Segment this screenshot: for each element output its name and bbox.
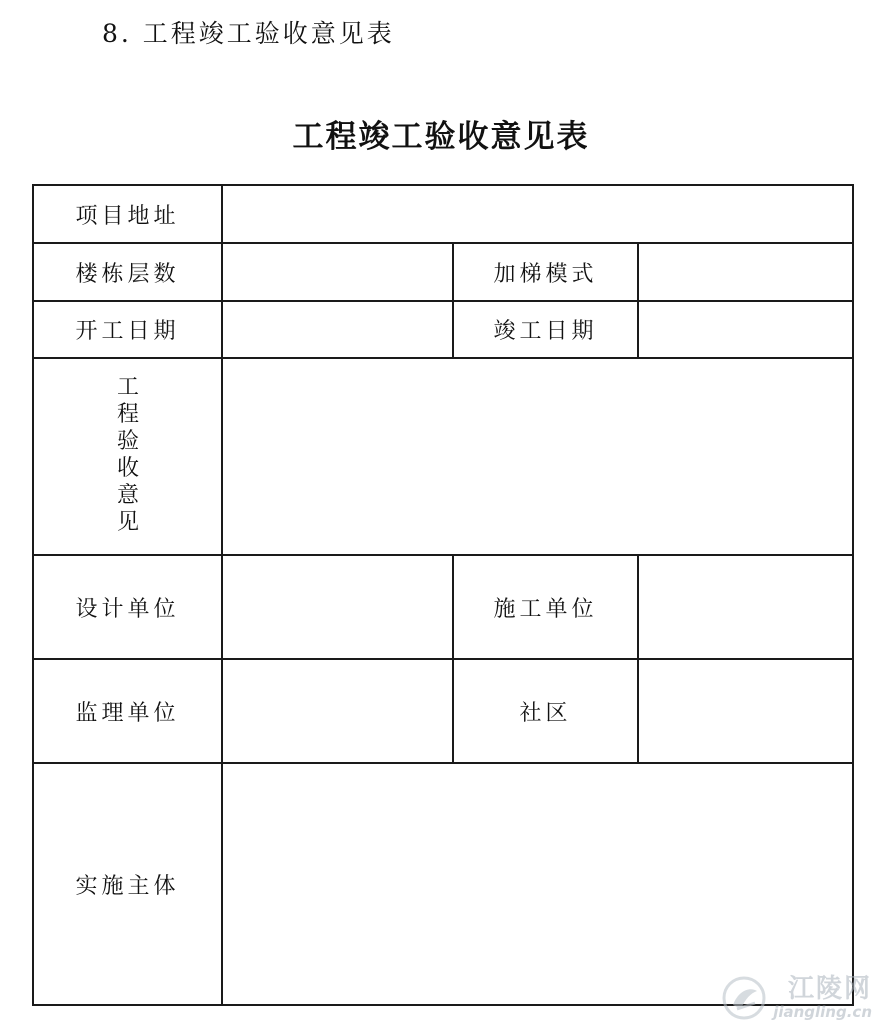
building-floors-label: 楼栋层数 — [75, 261, 180, 287]
supervision-unit-field[interactable] — [223, 660, 452, 762]
community-label: 社区 — [519, 700, 572, 726]
building-floors-field[interactable] — [223, 244, 452, 300]
start-date-field[interactable] — [223, 302, 452, 357]
acceptance-form-table — [32, 184, 854, 1006]
acceptance-opinion-label — [114, 374, 142, 536]
project-address-label: 项目地址 — [75, 203, 180, 229]
construction-unit-field[interactable] — [639, 556, 852, 658]
community-field[interactable] — [639, 660, 852, 762]
section-heading: 8. 工程竣工验收意见表 — [102, 19, 395, 48]
implementing-entity-field[interactable] — [223, 764, 852, 1004]
document-title: 工程竣工验收意见表 — [292, 119, 590, 155]
acceptance-opinion-field[interactable] — [223, 359, 852, 554]
elevator-mode-field[interactable] — [639, 244, 852, 300]
jiangling-logo-icon — [721, 975, 767, 1021]
start-date-label: 开工日期 — [75, 319, 180, 344]
implementing-entity-label: 实施主体 — [75, 873, 180, 899]
acceptance-opinion-label-char: 工 — [116, 375, 139, 400]
elevator-mode-label: 加梯模式 — [493, 261, 598, 287]
acceptance-opinion-label-char: 程 — [116, 402, 139, 427]
watermark-site-name: 江陵网 — [787, 974, 872, 1004]
supervision-unit-label: 监理单位 — [75, 700, 180, 726]
design-unit-label: 设计单位 — [75, 596, 180, 622]
design-unit-field[interactable] — [223, 556, 452, 658]
construction-unit-label: 施工单位 — [493, 596, 598, 622]
acceptance-opinion-label-char: 意 — [116, 483, 139, 508]
completion-date-field[interactable] — [639, 302, 852, 357]
project-address-field[interactable] — [223, 186, 852, 242]
acceptance-opinion-label-char: 见 — [116, 510, 139, 535]
site-watermark — [721, 975, 872, 1021]
acceptance-opinion-label-char: 验 — [116, 429, 139, 454]
acceptance-opinion-label-char: 收 — [116, 456, 139, 481]
completion-date-label: 竣工日期 — [493, 319, 598, 344]
watermark-url: jiangling.cn — [773, 1003, 872, 1021]
